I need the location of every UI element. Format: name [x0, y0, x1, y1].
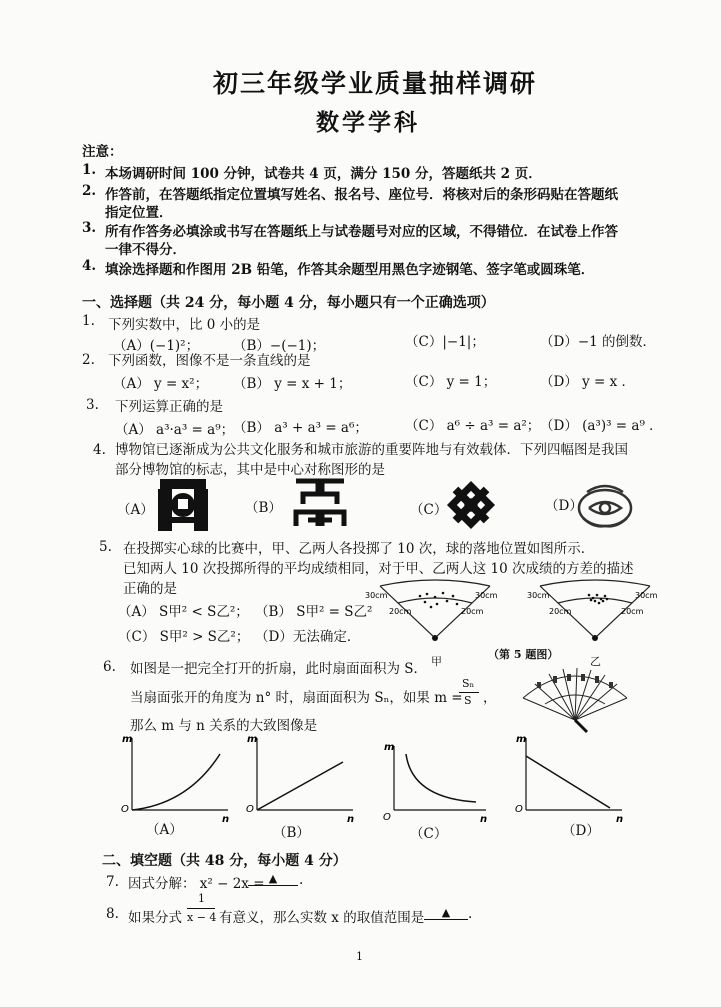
q5-yi-label-30-right: 30cm: [635, 591, 658, 600]
q6-d-axis-n: n: [616, 814, 624, 822]
q5-option-c: （C） S甲² > S乙²；: [118, 629, 250, 645]
q6-a-axis-m: m: [122, 734, 133, 745]
q5-option-a: （A） S甲² < S乙²；: [118, 604, 249, 620]
q5-figure-yi: [525, 578, 665, 650]
notice-item-3-cont: 一律不得分．: [105, 242, 186, 258]
q1-number: 1.: [82, 313, 95, 329]
q8-answer-blank[interactable]: ▲: [424, 906, 468, 920]
q5-jia-label-20-right: 20cm: [461, 607, 484, 616]
folding-fan-image: [515, 660, 635, 736]
q8-number: 8.: [106, 906, 119, 922]
notice-item-1: 本场调研时间 100 分钟，试卷共 4 页，满分 150 分，答题纸共 2 页．: [105, 166, 542, 182]
q6-number: 6.: [103, 659, 116, 675]
q5-option-b: （B） S甲² = S乙²: [255, 604, 373, 620]
q3-option-a: （A） a³·a³ = a⁹；: [115, 422, 235, 438]
q4-stem-cont: 部分博物馆的标志，其中是中心对称图形的是: [115, 462, 385, 478]
q4-option-c: （C）: [410, 502, 448, 518]
q5-stem: 在投掷实心球的比赛中，甲、乙两人各投掷了 10 次，球的落地位置如图所示．: [123, 541, 595, 557]
q6-comma: ，: [483, 690, 497, 706]
q7-number: 7.: [106, 874, 119, 890]
q1-option-d: （D）−1 的倒数．: [540, 334, 657, 350]
q6-option-c: （C）: [410, 826, 448, 842]
q2-option-b: （B） y = x + 1；: [233, 376, 352, 392]
q5-figure-jia: [365, 578, 505, 650]
museum-logo-b-image: [291, 476, 349, 531]
q7-period: .: [299, 872, 304, 888]
q1-option-a: （A）(−1)²；: [113, 338, 200, 354]
q4-number: 4.: [93, 442, 106, 458]
section2-title: 二、填空题（共 48 分，每小题 4 分）: [102, 853, 347, 869]
q1-stem: 下列实数中，比 0 小的是: [108, 317, 261, 333]
q6-graph-d: [512, 732, 627, 822]
q6-stem: 如图是一把完全打开的折扇，此时扇面面积为 S．: [130, 661, 428, 677]
q6-c-axis-m: m: [384, 742, 395, 753]
q6-stem-cont2: 那么 m 与 n 关系的大致图像是: [130, 718, 318, 734]
notice-num-2: 2.: [82, 183, 97, 199]
q5-jia-label-30-left: 30cm: [365, 591, 388, 600]
notice-item-2-cont: 指定位置．: [105, 205, 173, 221]
q5-label-jia: 甲: [431, 655, 442, 668]
q5-jia-label-30-right: 30cm: [475, 591, 498, 600]
q3-stem: 下列运算正确的是: [115, 399, 223, 415]
q6-fraction-denominator: S: [464, 694, 472, 707]
q6-b-axis-m: m: [247, 734, 258, 745]
q6-option-b: （B）: [273, 825, 310, 841]
q6-b-axis-n: n: [347, 814, 355, 822]
q5-yi-label-30-left: 30cm: [527, 591, 550, 600]
q6-c-axis-n: n: [480, 814, 488, 822]
q2-option-d: （D） y = x ．: [540, 374, 636, 390]
notice-item-2: 作答前，在答题纸指定位置填写姓名、报名号、座位号．将核对后的条形码贴在答题纸: [105, 187, 618, 203]
museum-logo-d-image: [575, 478, 635, 530]
q4-option-d: （D）: [545, 498, 583, 514]
q6-graph-a: [118, 732, 233, 822]
q6-c-origin: O: [383, 812, 391, 822]
q8-period: .: [468, 906, 473, 922]
q5-yi-label-20-right: 20cm: [621, 607, 644, 616]
q6-graph-c: [380, 740, 490, 822]
exam-subject: 数学学科: [316, 109, 420, 136]
q6-graph-b: [243, 732, 358, 822]
exam-title: 初三年级学业质量抽样调研: [213, 69, 538, 98]
q2-option-a: （A） y = x²；: [113, 376, 209, 392]
q8-stem: 有意义，那么实数 x 的取值范围是: [219, 910, 425, 926]
q1-option-c: （C）|−1|；: [405, 334, 485, 350]
q4-stem: 博物馆已逐渐成为公共文化服务和城市旅游的重要阵地与有效载体．下列四幅图是我国: [115, 442, 628, 458]
q6-stem-cont1: 当扇面张开的角度为 n° 时，扇面面积为 Sₙ，如果 m =: [130, 690, 463, 706]
q1-option-b: （B）−(−1)；: [233, 338, 326, 354]
q5-stem-cont1: 已知两人 10 次投掷所得的平均成绩相同，对于甲、乙两人这 10 次成绩的方差的描述: [123, 561, 634, 577]
notice-label: 注意：: [82, 144, 123, 160]
q6-d-origin: O: [515, 804, 523, 815]
q3-option-b: （B） a³ + a³ = a⁶；: [233, 420, 368, 436]
q6-fraction-bar: [459, 692, 479, 693]
q5-yi-label-20-left: 20cm: [549, 607, 572, 616]
q6-d-axis-m: m: [516, 734, 527, 745]
museum-logo-c-image: [444, 478, 498, 532]
notice-num-1: 1.: [82, 162, 97, 178]
q2-option-c: （C） y = 1；: [405, 374, 497, 390]
q8-prefix: 如果分式: [128, 910, 182, 926]
notice-item-3: 所有作答务必填涂或书写在答题纸上与试卷题号对应的区域，不得错位．在试卷上作答: [105, 224, 618, 240]
q4-option-a: （A）: [117, 502, 154, 518]
q5-option-d: （D）无法确定．: [255, 629, 361, 645]
notice-num-4: 4.: [82, 258, 97, 274]
q5-label-yi: 乙: [590, 655, 601, 668]
q6-option-a: （A）: [146, 822, 183, 838]
section1-title: 一、选择题（共 24 分，每小题 4 分，每小题只有一个正确选项）: [82, 295, 495, 311]
notice-item-4: 填涂选择题和作图用 2B 铅笔，作答其余题型用黑色字迹钢笔、签字笔或圆珠笔．: [105, 262, 595, 278]
q8-fraction-denominator: x − 4: [187, 911, 217, 924]
museum-logo-a-image: [154, 477, 212, 533]
q3-number: 3.: [86, 397, 99, 413]
q7-answer-blank[interactable]: ▲: [248, 872, 298, 886]
q8-fraction-bar: [187, 908, 215, 909]
q8-fraction-numerator: 1: [198, 892, 205, 905]
q5-number: 5.: [99, 539, 112, 555]
q2-number: 2.: [82, 352, 95, 368]
q7-stem: 因式分解： x² − 2x =: [128, 876, 265, 892]
q5-jia-label-20-left: 20cm: [389, 607, 412, 616]
notice-num-3: 3.: [82, 220, 97, 236]
q5-figure-caption: （第 5 题图）: [488, 648, 559, 661]
q6-b-origin: O: [246, 804, 254, 815]
q6-fraction-numerator: Sₙ: [462, 677, 475, 690]
q2-stem: 下列函数，图像不是一条直线的是: [108, 353, 311, 369]
q3-option-d: （D） (a³)³ = a⁹ ．: [540, 418, 663, 434]
q6-option-d: （D）: [562, 823, 600, 839]
q4-option-b: （B）: [245, 500, 282, 516]
q3-option-c: （C） a⁶ ÷ a³ = a²；: [405, 418, 541, 434]
q5-stem-cont2: 正确的是: [123, 581, 177, 597]
page-number: 1: [356, 950, 363, 963]
q6-a-axis-n: n: [222, 814, 230, 822]
q6-a-origin: O: [121, 804, 129, 815]
